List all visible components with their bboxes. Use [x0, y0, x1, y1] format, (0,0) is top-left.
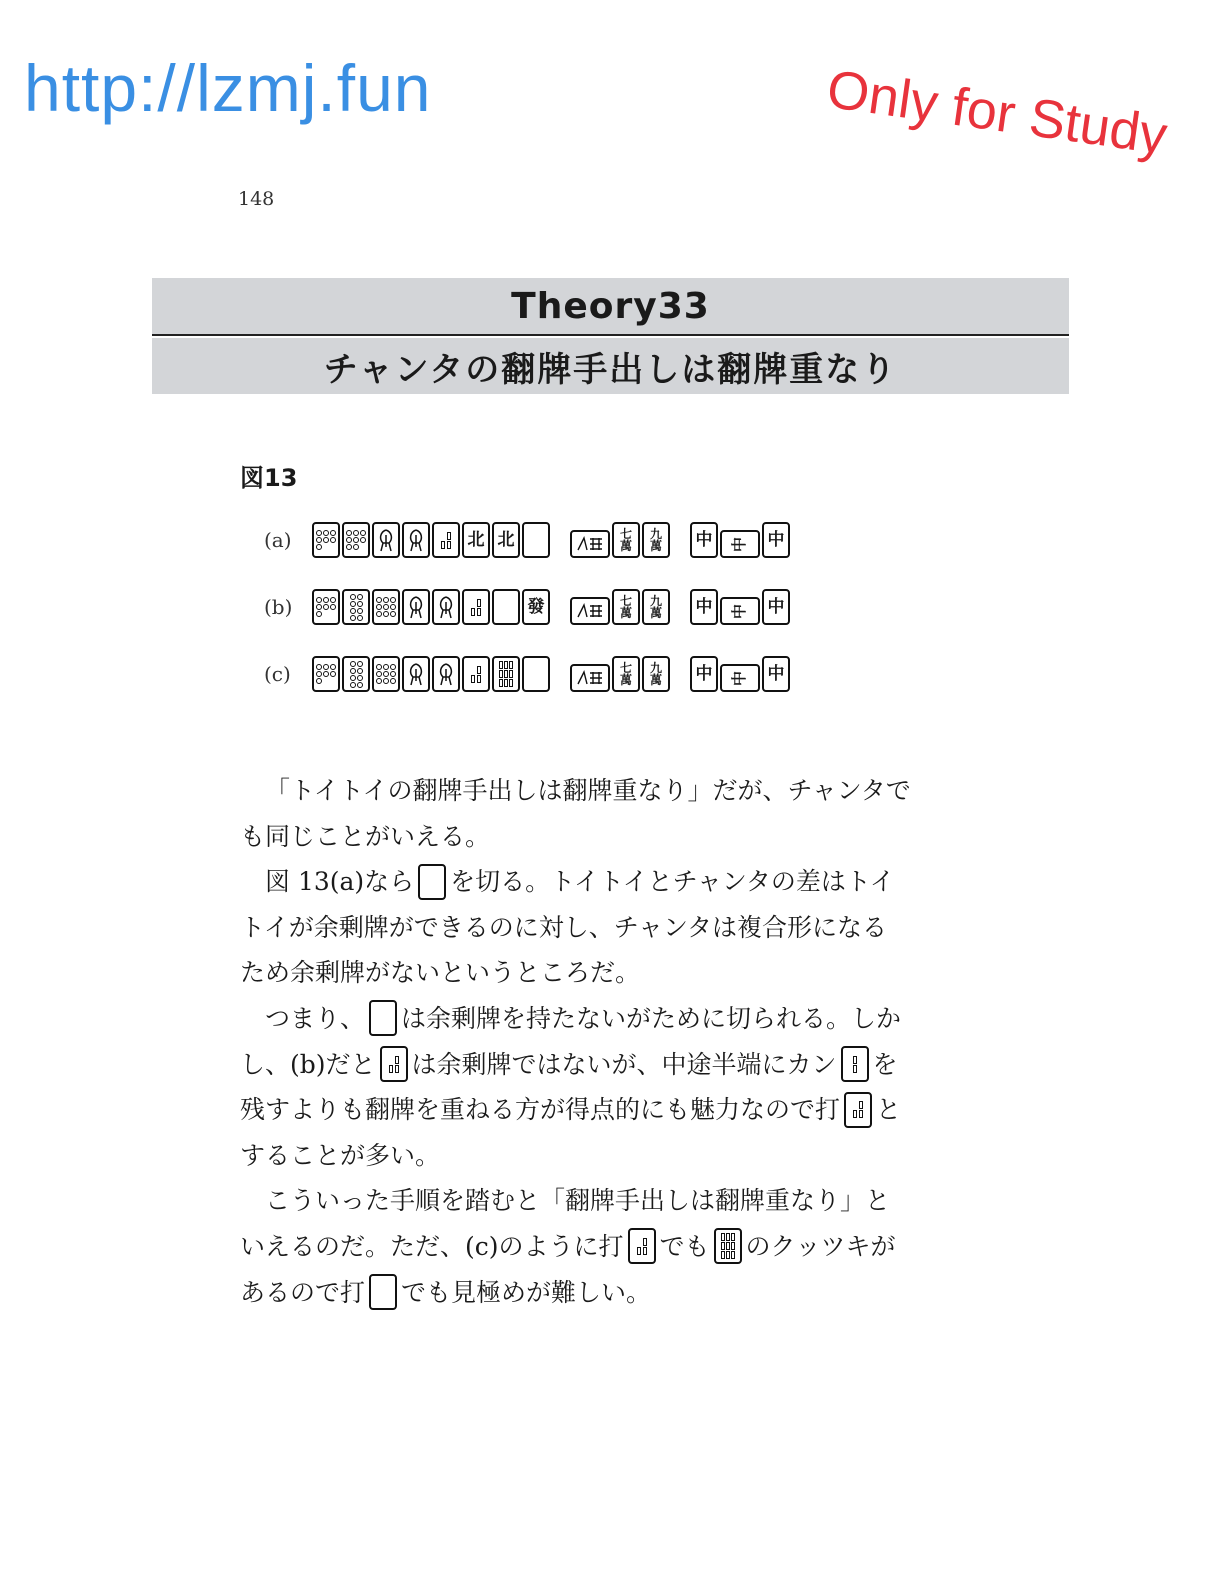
text-segment: いえるのだ。ただ、(c)のように打: [240, 1231, 624, 1261]
sou-tile-3-inline-icon: [628, 1228, 656, 1264]
title-japanese: チャンタの翻牌手出しは翻牌重なり: [152, 338, 1069, 394]
north-wind-tile: 北: [462, 522, 490, 558]
paragraph-line: [240, 996, 960, 1042]
text-segment: つまり、: [265, 1003, 366, 1033]
text-segment: し、(b)だと: [240, 1049, 376, 1079]
green-dragon-tile: 發: [522, 589, 550, 625]
figure-label: 図13: [240, 464, 298, 492]
man-tile-7: 七 萬: [612, 522, 640, 558]
sou-tile-9-inline-icon: [714, 1228, 742, 1264]
pin-tile-8-icon: [342, 589, 370, 625]
sou-tile-2-inline-icon: [841, 1046, 869, 1082]
text-segment: のクッツキが: [745, 1231, 896, 1261]
white-dragon-tile-inline: [369, 1000, 397, 1036]
watermark-url: http://lzmj.fun: [24, 51, 432, 125]
sou-tile-1-icon: [402, 589, 430, 625]
white-dragon-tile: [492, 589, 520, 625]
pin-tile-7-icon: [312, 589, 340, 625]
pon-meld-a: [690, 522, 792, 558]
north-wind-tile: 北: [492, 522, 520, 558]
watermark-study: Only for Study: [823, 58, 1171, 167]
sou-tile-3-icon: [462, 589, 490, 625]
paragraph-line: [240, 859, 960, 905]
chi-meld-a: [570, 522, 672, 558]
man-tile-9: 九 萬: [642, 522, 670, 558]
paragraph-line: することが多い。: [240, 1140, 441, 1170]
paragraph-line: [240, 1270, 960, 1316]
sou-tile-1-icon: [402, 522, 430, 558]
white-dragon-tile: [522, 656, 550, 692]
concealed-tiles-b: [312, 589, 552, 625]
red-dragon-tile: 中: [690, 589, 718, 625]
hand-row-a: [264, 520, 810, 560]
paragraph-line: [240, 1087, 960, 1133]
paragraph-line: こういった手順を踏むと「翻牌手出しは翻牌重なり」と: [265, 1186, 891, 1216]
chi-meld-b: [570, 589, 672, 625]
hand-label-a: (a): [264, 528, 292, 552]
sou-tile-1-icon: [432, 589, 460, 625]
page-number: 148: [238, 188, 275, 210]
paragraph-line: ため余剰牌がないというところだ。: [240, 958, 641, 988]
man-tile-7: 七 萬: [612, 589, 640, 625]
paragraph-line: も同じことがいえる。: [240, 821, 491, 851]
hand-row-b: [264, 587, 810, 627]
paragraph-line: [240, 1224, 960, 1270]
hand-label-b: (b): [264, 595, 293, 619]
text-segment: を切る。トイトイとチャンタの差はトイ: [450, 867, 895, 897]
sou-tile-3-icon: [432, 522, 460, 558]
white-dragon-tile: [522, 522, 550, 558]
sou-tile-1-icon: [432, 656, 460, 692]
text-segment: は余剰牌を持たないがために切られる。しか: [401, 1003, 902, 1033]
title-block: [152, 278, 1069, 394]
red-dragon-tile-sideways: 中: [720, 597, 760, 625]
pon-meld-c: [690, 656, 792, 692]
red-dragon-tile-sideways: 中: [720, 530, 760, 558]
sou-tile-3-inline-icon: [380, 1046, 408, 1082]
text-segment: 残すよりも翻牌を重ねる方が得点的にも魅力なので打: [240, 1095, 841, 1125]
sou-tile-8-sideways-icon: [570, 664, 610, 692]
chi-meld-c: [570, 656, 672, 692]
red-dragon-tile: 中: [690, 656, 718, 692]
red-dragon-tile: 中: [762, 589, 790, 625]
red-dragon-tile: 中: [762, 522, 790, 558]
text-segment: 図 13(a)なら: [265, 867, 415, 897]
pin-tile-7-icon: [312, 522, 340, 558]
pon-meld-b: [690, 589, 792, 625]
text-segment: を: [872, 1049, 898, 1079]
concealed-tiles-c: [312, 656, 552, 692]
sou-tile-3-icon: [462, 656, 490, 692]
sou-tile-3-inline-icon: [844, 1092, 872, 1128]
paragraph-line: [240, 1042, 960, 1088]
text-segment: と: [876, 1095, 902, 1125]
white-dragon-tile-inline: [369, 1274, 397, 1310]
paragraph-line: 「トイトイの翻牌手出しは翻牌重なり」だが、チャンタで: [265, 776, 911, 805]
red-dragon-tile-sideways: 中: [720, 664, 760, 692]
man-tile-9: 九 萬: [642, 656, 670, 692]
text-segment: あるので打: [240, 1277, 366, 1307]
red-dragon-tile: 中: [690, 522, 718, 558]
sou-tile-1-icon: [372, 522, 400, 558]
sou-tile-8-sideways-icon: [570, 597, 610, 625]
man-tile-9: 九 萬: [642, 589, 670, 625]
hand-row-c: [264, 654, 810, 694]
pin-tile-9-icon: [372, 656, 400, 692]
red-dragon-tile: 中: [762, 656, 790, 692]
text-segment: でも見極めが難しい。: [401, 1277, 652, 1307]
sou-tile-9-icon: [492, 656, 520, 692]
text-segment: は余剰牌ではないが、中途半端にカン: [411, 1049, 837, 1079]
body-text: [240, 768, 960, 1315]
hand-label-c: (c): [264, 662, 291, 686]
pin-tile-7-icon: [312, 656, 340, 692]
paragraph-line: トイが余剰牌ができるのに対し、チャンタは複合形になる: [240, 912, 888, 942]
pin-tile-8-icon: [342, 656, 370, 692]
title-english: Theory33: [152, 278, 1069, 336]
sou-tile-8-sideways-icon: [570, 530, 610, 558]
white-dragon-tile-inline: [418, 864, 446, 900]
sou-tile-1-icon: [402, 656, 430, 692]
man-tile-7: 七 萬: [612, 656, 640, 692]
text-segment: でも: [659, 1231, 710, 1261]
pin-tile-8-icon: [342, 522, 370, 558]
pin-tile-9-icon: [372, 589, 400, 625]
concealed-tiles-a: [312, 522, 552, 558]
